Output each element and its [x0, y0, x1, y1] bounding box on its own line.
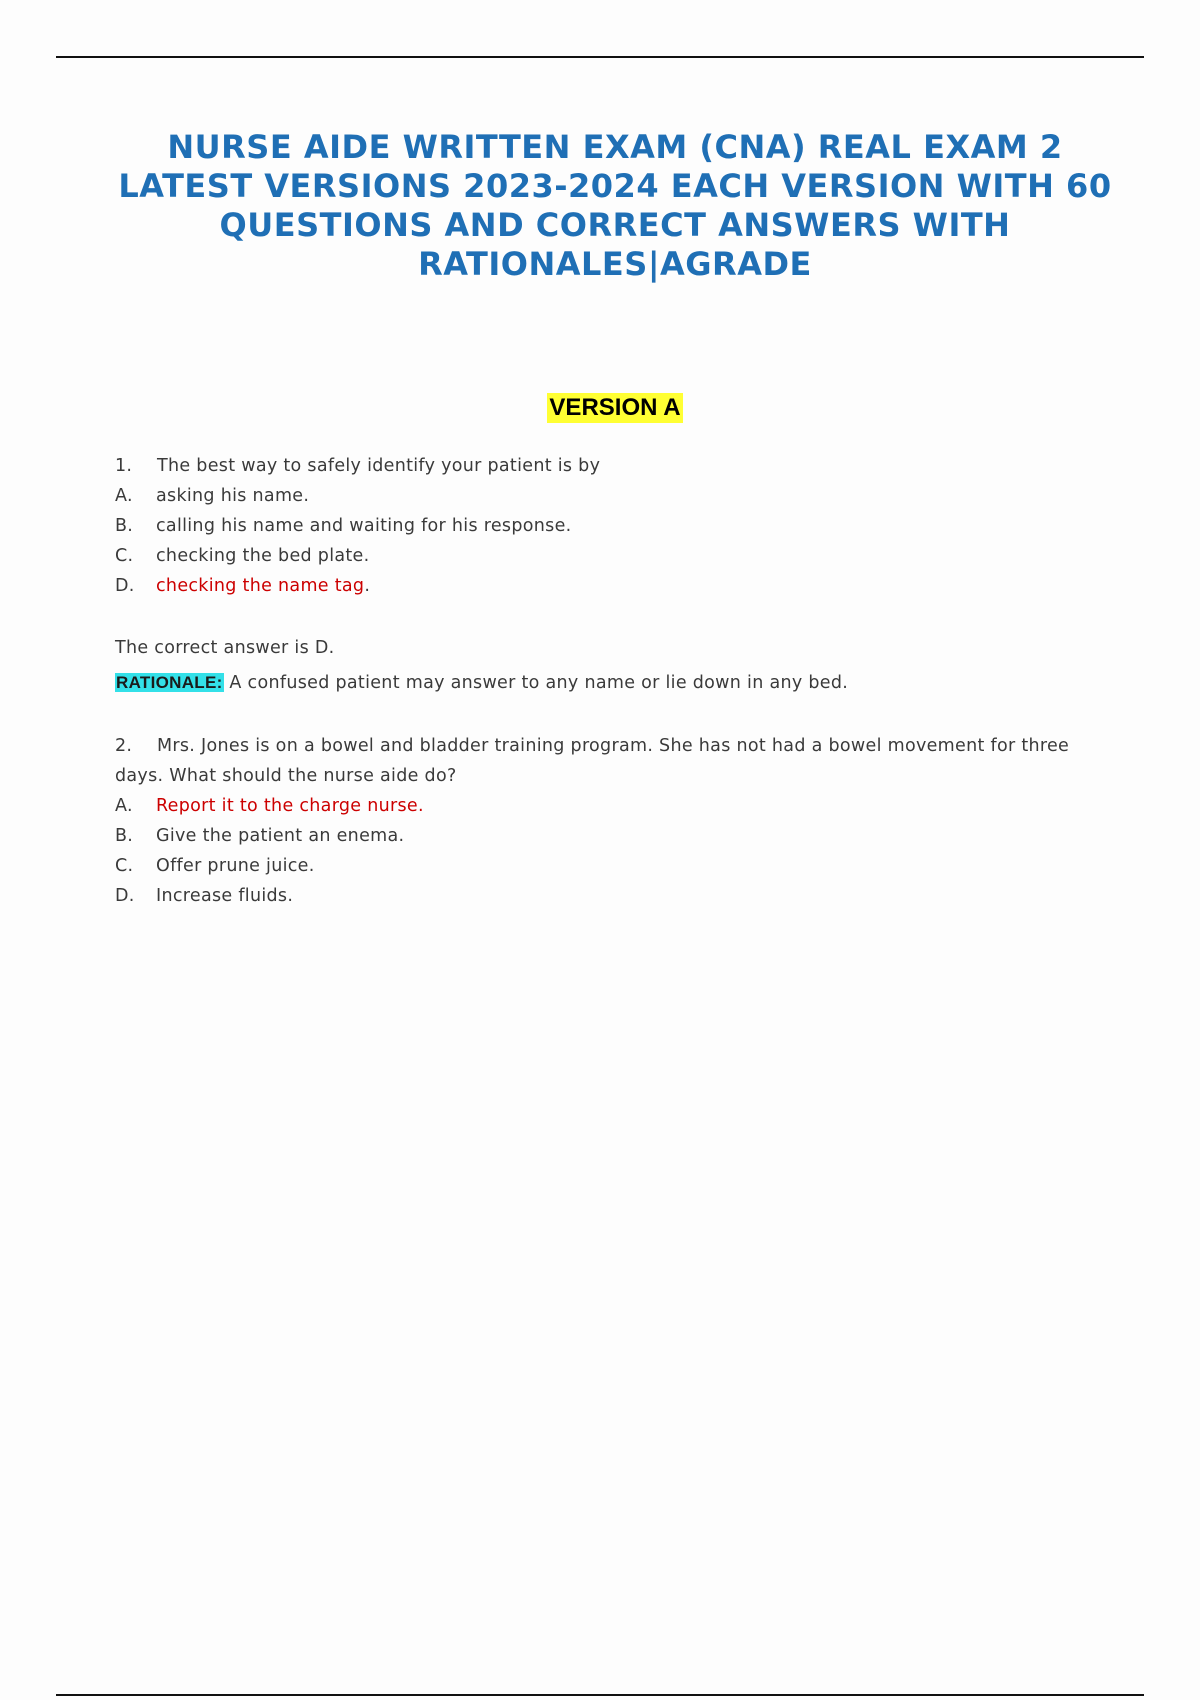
rationale-label: RATIONALE:: [116, 673, 223, 692]
question-text: The best way to safely identify your patient is by: [157, 456, 601, 476]
question-text: Mrs. Jones is on a bowel and bladder training program. She has not had a bowel movement for three days. What should the nurse aide do?: [115, 736, 1070, 786]
option-text: asking his name.: [156, 486, 310, 506]
version-heading: [0, 393, 1200, 423]
option-letter: C.: [115, 856, 134, 876]
q1-option-c: [115, 543, 369, 569]
question-2: [115, 731, 1090, 791]
question-number: 1.: [115, 456, 133, 476]
option-suffix: .: [364, 576, 371, 596]
version-label: VERSION A: [549, 394, 681, 421]
option-letter: D.: [115, 576, 135, 596]
q1-option-d: [115, 573, 370, 599]
question-1: [115, 453, 600, 479]
option-text: calling his name and waiting for his response.: [156, 516, 572, 536]
q1-option-a: [115, 483, 309, 509]
q2-option-d: [115, 883, 293, 909]
q1-correct-answer: The correct answer is D.: [115, 638, 335, 658]
option-letter: B.: [115, 516, 134, 536]
option-letter: A.: [115, 486, 133, 506]
document-title: NURSE AIDE WRITTEN EXAM (CNA) REAL EXAM 2 LATEST VERSIONS 2023-2024 EACH VERSION WITH 60 QUESTIONS AND CORRECT ANSWERS WITH RATIONALES|AGRADE: [118, 128, 1112, 283]
q2-option-b: [115, 823, 404, 849]
correct-option-text: checking the name tag: [156, 576, 365, 596]
option-text: Increase fluids.: [156, 886, 294, 906]
option-text: Give the patient an enema.: [156, 826, 405, 846]
rationale-text: A confused patient may answer to any name or lie down in any bed.: [223, 673, 849, 693]
q1-option-b: [115, 513, 572, 539]
option-text: checking the bed plate.: [156, 546, 370, 566]
q1-rationale: [115, 670, 848, 696]
option-letter: D.: [115, 886, 135, 906]
option-letter: C.: [115, 546, 134, 566]
bottom-divider: [56, 1694, 1144, 1696]
correct-option-text: Report it to the charge nurse.: [156, 796, 424, 816]
option-text: Offer prune juice.: [156, 856, 315, 876]
question-number: 2.: [115, 736, 133, 756]
q2-option-a: [115, 793, 424, 819]
top-divider: [56, 56, 1144, 58]
q2-option-c: [115, 853, 315, 879]
option-letter: B.: [115, 826, 134, 846]
option-letter: A.: [115, 796, 133, 816]
